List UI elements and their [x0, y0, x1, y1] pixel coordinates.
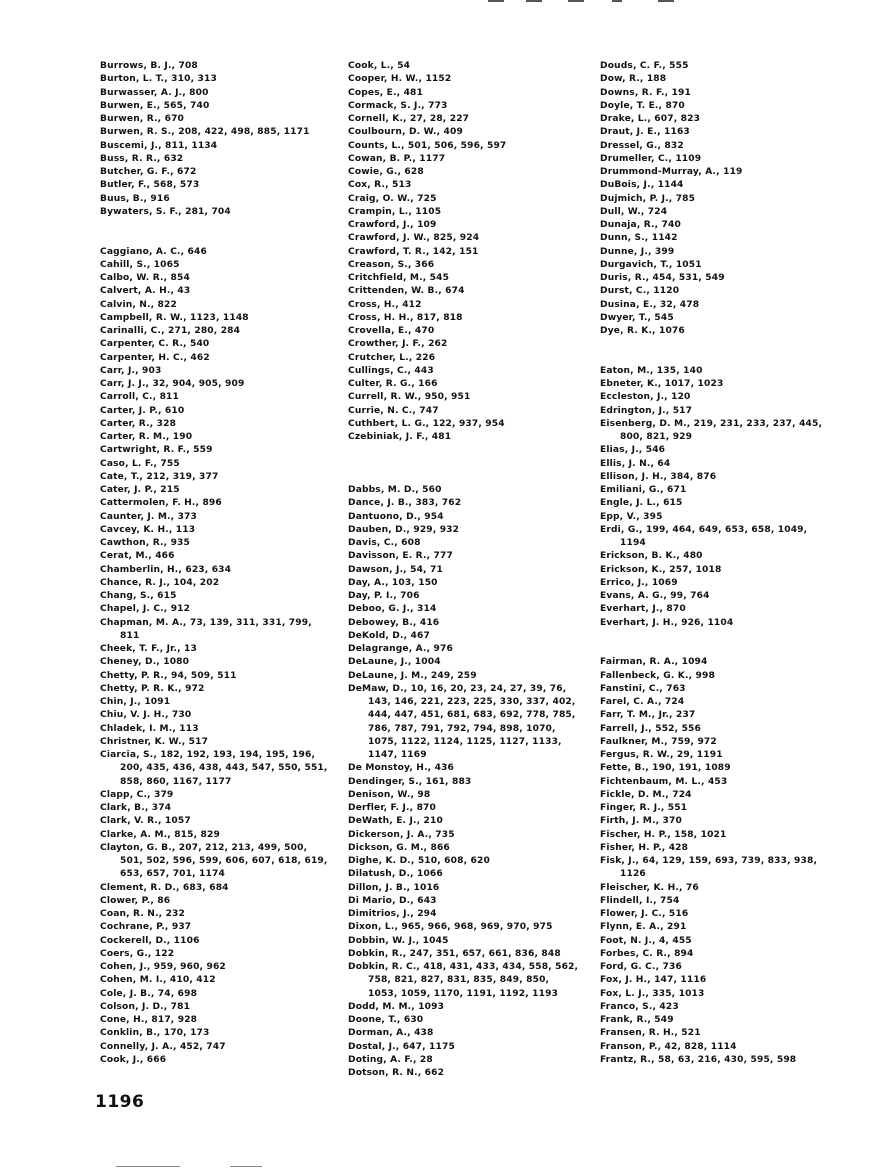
index-entry: Douds, C. F., 555 — [600, 61, 689, 71]
index-entry: Clark, V. R., 1057 — [100, 816, 191, 827]
section-gap — [348, 471, 588, 484]
page-number: 1196 — [95, 1092, 145, 1112]
index-entry: Chang, S., 615 — [100, 591, 177, 601]
index-entry: Crowther, J. F., 262 — [348, 339, 448, 350]
index-entry: Colson, J. D., 781 — [100, 1001, 191, 1012]
index-entry: Carter, R., 328 — [100, 418, 177, 429]
index-entry: Cross, H., 412 — [348, 299, 422, 310]
index-entry: Dobkin, R., 247, 351, 657, 661, 836, 848 — [348, 948, 561, 959]
index-entry: Carter, R. M., 190 — [100, 432, 193, 442]
index-entry: Fox, L. J., 335, 1013 — [600, 988, 705, 999]
index-entry: Dodd, M. M., 1093 — [348, 1001, 445, 1012]
index-entry: Counts, L., 501, 506, 596, 597 — [348, 140, 507, 151]
index-entry: Carr, J., 903 — [100, 365, 162, 376]
index-entry-continuation: 811 — [120, 630, 140, 641]
index-entry: Carinalli, C., 271, 280, 284 — [100, 326, 241, 336]
index-entry: Carpenter, H. C., 462 — [100, 352, 210, 363]
index-entry: Clarke, A. M., 815, 829 — [100, 829, 220, 840]
index-entry: Fallenbeck, G. K., 998 — [600, 670, 715, 681]
index-entry: Emiliani, G., 671 — [600, 485, 687, 495]
index-entry: Cahill, S., 1065 — [100, 259, 180, 270]
index-entry: Everhart, J. H., 926, 1104 — [600, 617, 734, 628]
index-entry: Cowan, B. P., 1177 — [348, 153, 446, 164]
index-entry: Cone, H., 817, 928 — [100, 1015, 198, 1025]
index-entry: DeLaune, J. M., 249, 259 — [348, 670, 477, 681]
index-entry: Currell, R. W., 950, 951 — [348, 392, 471, 403]
index-entry: Fairman, R. A., 1094 — [600, 657, 708, 668]
section-gap — [600, 643, 860, 656]
index-entry: Calvin, N., 822 — [100, 299, 177, 310]
index-entry: Crawford, J. W., 825, 924 — [348, 233, 480, 244]
edge-mark — [658, 0, 674, 2]
index-entry: Edrington, J., 517 — [600, 405, 693, 416]
index-entry: Buus, B., 916 — [100, 193, 170, 204]
index-entry: Coan, R. N., 232 — [100, 909, 186, 919]
index-entry-continuation: 1075, 1122, 1124, 1125, 1127, 1133, — [368, 736, 562, 747]
index-entry: Buss, R. R., 632 — [100, 153, 184, 164]
index-entry: Fickle, D. M., 724 — [600, 789, 692, 800]
index-entry: Chetty, P. R. K., 972 — [100, 683, 205, 694]
index-entry: Dighe, K. D., 510, 608, 620 — [348, 856, 490, 866]
index-entry-continuation: 800, 821, 929 — [620, 432, 693, 442]
index-entry: Ford, G. C., 736 — [600, 962, 682, 972]
bottom-edge-mark — [116, 1166, 180, 1167]
index-entry: Crutcher, L., 226 — [348, 352, 436, 363]
index-entry: Draut, J. E., 1163 — [600, 127, 690, 138]
index-entry: Fette, B., 190, 191, 1089 — [600, 763, 731, 774]
index-entry: Clark, B., 374 — [100, 803, 172, 813]
index-entry: Dorman, A., 438 — [348, 1028, 434, 1039]
index-entry-continuation: 1194 — [620, 538, 646, 548]
index-entry: Erdi, G., 199, 464, 649, 653, 658, 1049, — [600, 524, 808, 535]
index-entry: Cate, T., 212, 319, 377 — [100, 471, 219, 482]
index-entry: Cowie, G., 628 — [348, 167, 424, 177]
index-entry: Dauben, D., 929, 932 — [348, 524, 460, 535]
index-entry-continuation: 143, 146, 221, 223, 225, 330, 337, 402, — [368, 697, 576, 707]
index-entry: Engle, J. L., 615 — [600, 498, 683, 509]
index-entry: Dance, J. B., 383, 762 — [348, 498, 462, 509]
index-entry: Cockerell, D., 1106 — [100, 935, 200, 946]
index-entry: Chapman, M. A., 73, 139, 311, 331, 799, — [100, 617, 312, 628]
index-entry: Burrows, B. J., 708 — [100, 61, 198, 71]
index-entry: Dostal, J., 647, 1175 — [348, 1041, 455, 1052]
index-entry: Cheek, T. F., Jr., 13 — [100, 644, 197, 654]
index-entry: Davis, C., 608 — [348, 538, 421, 548]
index-column-2 — [348, 60, 588, 1080]
index-entry: Ellison, J. H., 384, 876 — [600, 471, 717, 482]
index-entry: Derfler, F. J., 870 — [348, 803, 436, 813]
index-entry: Durst, C., 1120 — [600, 286, 680, 297]
index-entry-continuation: 653, 657, 701, 1174 — [120, 869, 225, 880]
index-entry: Dusina, E., 32, 478 — [600, 299, 700, 310]
index-entry: Dotson, R. N., 662 — [348, 1068, 445, 1078]
index-entry: Dujmich, P. J., 785 — [600, 193, 696, 204]
section-gap — [348, 444, 588, 457]
index-entry: Epp, V., 395 — [600, 511, 663, 522]
index-entry: Dwyer, T., 545 — [600, 312, 674, 323]
index-entry: Dendinger, S., 161, 883 — [348, 776, 472, 787]
index-entry: DeWath, E. J., 210 — [348, 816, 443, 827]
index-entry: Eaton, M., 135, 140 — [600, 365, 703, 376]
index-entry-continuation: 1126 — [620, 869, 646, 880]
index-entry: Cross, H. H., 817, 818 — [348, 312, 463, 323]
section-gap — [348, 458, 588, 471]
index-entry: Erickson, B. K., 480 — [600, 551, 703, 562]
section-gap — [600, 630, 860, 643]
index-entry: Cohen, M. I., 410, 412 — [100, 975, 216, 986]
index-entry: Day, A., 103, 150 — [348, 577, 438, 588]
index-entry: Fransen, R. H., 521 — [600, 1028, 701, 1039]
index-entry: Connelly, J. A., 452, 747 — [100, 1041, 226, 1052]
index-entry: Carpenter, C. R., 540 — [100, 339, 210, 350]
index-entry: Dilatush, D., 1066 — [348, 869, 443, 880]
index-entry: Burwasser, A. J., 800 — [100, 87, 209, 98]
index-entry: Carroll, C., 811 — [100, 392, 180, 403]
index-entry: Cormack, S. J., 773 — [348, 100, 448, 111]
index-entry: Ebneter, K., 1017, 1023 — [600, 379, 724, 389]
index-entry: Ellis, J. N., 64 — [600, 458, 671, 469]
bottom-edge-mark — [230, 1166, 262, 1167]
index-entry: Dimitrios, J., 294 — [348, 909, 437, 919]
index-entry: Fox, J. H., 147, 1116 — [600, 975, 707, 986]
index-entry: Culter, R. G., 166 — [348, 379, 438, 389]
index-entry: Davisson, E. R., 777 — [348, 551, 453, 562]
index-entry-continuation: 858, 860, 1167, 1177 — [120, 776, 232, 787]
index-entry-continuation: 200, 435, 436, 438, 443, 547, 550, 551, — [120, 763, 328, 774]
index-entry: Cole, J. B., 74, 698 — [100, 988, 198, 999]
index-entry: Crawford, T. R., 142, 151 — [348, 246, 479, 257]
index-entry: Clower, P., 86 — [100, 895, 171, 906]
index-entry: Frank, R., 549 — [600, 1015, 674, 1025]
index-entry: Drumeller, C., 1109 — [600, 153, 702, 164]
index-entry: Doyle, T. E., 870 — [600, 100, 685, 111]
index-entry: Calbo, W. R., 854 — [100, 273, 190, 283]
index-entry: Delagrange, A., 976 — [348, 644, 453, 654]
index-entry: Burton, L. T., 310, 313 — [100, 74, 217, 85]
index-entry: Butler, F., 568, 573 — [100, 180, 200, 191]
index-entry: Crawford, J., 109 — [348, 220, 437, 230]
index-entry: Cattermolen, F. H., 896 — [100, 498, 222, 509]
index-entry: Chetty, P. R., 94, 509, 511 — [100, 670, 237, 681]
edge-mark — [568, 0, 584, 2]
index-entry: Carter, J. P., 610 — [100, 405, 185, 416]
index-entry: Cornell, K., 27, 28, 227 — [348, 114, 470, 124]
index-entry: Chapel, J. C., 912 — [100, 604, 191, 615]
index-entry: Dobkin, R. C., 418, 431, 433, 434, 558, 562, — [348, 962, 579, 972]
index-column-1 — [100, 60, 340, 1067]
index-entry: Di Mario, D., 643 — [348, 895, 437, 906]
index-entry: Cavcey, K. H., 113 — [100, 524, 196, 535]
index-entry: Day, P. I., 706 — [348, 591, 420, 601]
index-entry: Farrell, J., 552, 556 — [600, 723, 702, 734]
index-entry: Dantuono, D., 954 — [348, 511, 444, 522]
index-entry: Downs, R. F., 191 — [600, 87, 691, 98]
index-entry: Forbes, C. R., 894 — [600, 948, 694, 959]
index-entry: Carr, J. J., 32, 904, 905, 909 — [100, 379, 245, 389]
index-entry: Crovella, E., 470 — [348, 326, 435, 336]
index-entry: Dabbs, M. D., 560 — [348, 485, 442, 495]
index-entry-continuation: 501, 502, 596, 599, 606, 607, 618, 619, — [120, 856, 328, 866]
index-entry: Creason, S., 366 — [348, 259, 435, 270]
index-entry-continuation: 1147, 1169 — [368, 750, 427, 760]
index-entry: Clayton, G. B., 207, 212, 213, 499, 500, — [100, 842, 308, 853]
index-entry: Frantz, R., 58, 63, 216, 430, 595, 598 — [600, 1054, 797, 1065]
index-entry: Caunter, J. M., 373 — [100, 511, 198, 522]
index-entry: Firth, J. M., 370 — [600, 816, 682, 827]
index-entry: Coulbourn, D. W., 409 — [348, 127, 463, 138]
section-gap — [100, 232, 340, 245]
index-entry: Burwen, R., 670 — [100, 114, 185, 124]
index-entry: Dickerson, J. A., 735 — [348, 829, 455, 840]
index-entry: Errico, J., 1069 — [600, 577, 678, 588]
index-entry: Burwen, R. S., 208, 422, 498, 885, 1171 — [100, 127, 310, 138]
index-entry: DeKold, D., 467 — [348, 630, 430, 641]
index-entry: Elias, J., 546 — [600, 445, 666, 456]
index-entry: Dobbin, W. J., 1045 — [348, 935, 449, 946]
index-entry: Dillon, J. B., 1016 — [348, 882, 440, 893]
index-entry: Fleischer, K. H., 76 — [600, 882, 699, 893]
index-entry: Eisenberg, D. M., 219, 231, 233, 237, 445, — [600, 418, 823, 429]
index-entry: Czebiniak, J. F., 481 — [348, 432, 452, 442]
index-entry: Coers, G., 122 — [100, 948, 175, 959]
index-entry: Flower, J. C., 516 — [600, 909, 689, 919]
index-entry: Fisk, J., 64, 129, 159, 693, 739, 833, 938, — [600, 856, 818, 866]
index-entry: Dull, W., 724 — [600, 206, 668, 217]
index-entry: Clapp, C., 379 — [100, 789, 174, 800]
index-entry: Fischer, H. P., 158, 1021 — [600, 829, 727, 840]
index-entry: Chiu, V. J. H., 730 — [100, 710, 192, 721]
index-entry: Cooper, H. W., 1152 — [348, 74, 452, 85]
index-entry: Fichtenbaum, M. L., 453 — [600, 776, 728, 787]
index-entry: Burwen, E., 565, 740 — [100, 100, 210, 111]
index-entry: Franson, P., 42, 828, 1114 — [600, 1041, 737, 1052]
index-entry: Ciarcia, S., 182, 192, 193, 194, 195, 196, — [100, 750, 316, 760]
index-entry: Dixon, L., 965, 966, 968, 969, 970, 975 — [348, 922, 553, 933]
index-entry: Dunaja, R., 740 — [600, 220, 681, 230]
index-entry: Cater, J. P., 215 — [100, 485, 180, 495]
index-entry: Cerat, M., 466 — [100, 551, 175, 562]
index-entry-continuation: 1053, 1059, 1170, 1191, 1192, 1193 — [368, 988, 559, 999]
index-entry: Duris, R., 454, 531, 549 — [600, 273, 725, 283]
index-entry: Farr, T. M., Jr., 237 — [600, 710, 696, 721]
index-entry: Everhart, J., 870 — [600, 604, 686, 615]
index-entry: Dunn, S., 1142 — [600, 233, 678, 244]
index-entry: Cohen, J., 959, 960, 962 — [100, 962, 226, 972]
index-entry: Cook, J., 666 — [100, 1054, 167, 1065]
index-entry: Dunne, J., 399 — [600, 246, 675, 257]
index-entry: Chance, R. J., 104, 202 — [100, 577, 220, 588]
index-entry: Craig, O. W., 725 — [348, 193, 437, 204]
index-entry: Dressel, G., 832 — [600, 140, 684, 151]
index-entry: Doting, A. F., 28 — [348, 1054, 433, 1065]
section-gap — [600, 338, 860, 351]
index-entry: Fanstini, C., 763 — [600, 683, 686, 694]
index-entry: Faulkner, M., 759, 972 — [600, 736, 717, 747]
index-entry: Bywaters, S. F., 281, 704 — [100, 206, 231, 217]
index-entry: Copes, E., 481 — [348, 87, 424, 98]
index-entry: Cuthbert, L. G., 122, 937, 954 — [348, 418, 505, 429]
section-gap — [100, 219, 340, 232]
index-entry: Cook, L., 54 — [348, 61, 411, 71]
index-entry: Caso, L. F., 755 — [100, 458, 180, 469]
edge-mark — [612, 0, 622, 2]
index-entry: Calvert, A. H., 43 — [100, 286, 191, 297]
index-entry: DeMaw, D., 10, 16, 20, 23, 24, 27, 39, 76, — [348, 683, 567, 694]
section-gap — [600, 352, 860, 365]
index-entry: Butcher, G. F., 672 — [100, 167, 197, 177]
index-entry: Chin, J., 1091 — [100, 697, 171, 707]
index-entry: Chamberlin, H., 623, 634 — [100, 564, 232, 575]
index-entry: Drummond-Murray, A., 119 — [600, 167, 743, 177]
index-entry: Drake, L., 607, 823 — [600, 114, 701, 124]
index-entry: Erickson, K., 257, 1018 — [600, 564, 722, 575]
index-entry: Dow, R., 188 — [600, 74, 667, 85]
index-entry-continuation: 758, 821, 827, 831, 835, 849, 850, — [368, 975, 550, 986]
index-entry: Dye, R. K., 1076 — [600, 326, 685, 336]
index-entry: Crampin, L., 1105 — [348, 206, 442, 217]
index-entry: Cawthon, R., 935 — [100, 538, 191, 548]
index-entry: Eccleston, J., 120 — [600, 392, 691, 403]
index-entry: Franco, S., 423 — [600, 1001, 679, 1012]
index-entry: Flindell, I., 754 — [600, 895, 680, 906]
index-column-3 — [600, 60, 860, 1067]
index-entry: Cullings, C., 443 — [348, 365, 434, 376]
index-entry: Cox, R., 513 — [348, 180, 412, 191]
index-entry: Durgavich, T., 1051 — [600, 259, 702, 270]
index-entry: Cheney, D., 1080 — [100, 657, 190, 668]
index-entry: Denison, W., 98 — [348, 789, 431, 800]
index-entry: Farel, C. A., 724 — [600, 697, 685, 707]
index-entry: Foot, N. J., 4, 455 — [600, 935, 692, 946]
index-entry: Finger, R. J., 551 — [600, 803, 688, 813]
index-entry: Deboo, G. J., 314 — [348, 604, 437, 615]
index-entry: Dawson, J., 54, 71 — [348, 564, 443, 575]
index-entry: Critchfield, M., 545 — [348, 273, 450, 283]
index-entry: DeLaune, J., 1004 — [348, 657, 441, 668]
index-entry: De Monstoy, H., 436 — [348, 763, 455, 774]
index-entry: Fisher, H. P., 428 — [600, 842, 689, 853]
index-entry: DuBois, J., 1144 — [600, 180, 684, 191]
index-entry: Doone, T., 630 — [348, 1015, 424, 1025]
index-entry: Fergus, R. W., 29, 1191 — [600, 750, 723, 760]
index-entry: Cochrane, P., 937 — [100, 922, 192, 933]
index-entry: Chladek, I. M., 113 — [100, 723, 199, 734]
index-entry: Evans, A. G., 99, 764 — [600, 591, 710, 601]
index-entry: Debowey, B., 416 — [348, 617, 440, 628]
edge-mark — [488, 0, 504, 2]
index-entry: Conklin, B., 170, 173 — [100, 1028, 210, 1039]
index-entry: Buscemi, J., 811, 1134 — [100, 140, 218, 151]
index-entry: Crittenden, W. B., 674 — [348, 286, 465, 297]
index-entry: Flynn, E. A., 291 — [600, 922, 687, 933]
index-entry: Christner, K. W., 517 — [100, 736, 209, 747]
index-entry: Cartwright, R. F., 559 — [100, 445, 213, 456]
index-entry: Campbell, R. W., 1123, 1148 — [100, 312, 249, 323]
index-entry: Dickson, G. M., 866 — [348, 842, 450, 853]
index-entry: Currie, N. C., 747 — [348, 405, 439, 416]
index-entry: Clement, R. D., 683, 684 — [100, 882, 229, 893]
edge-mark — [526, 0, 542, 2]
index-entry-continuation: 444, 447, 451, 681, 683, 692, 778, 785, — [368, 710, 576, 721]
index-entry-continuation: 786, 787, 791, 792, 794, 898, 1070, — [368, 723, 556, 734]
index-entry: Caggiano, A. C., 646 — [100, 246, 207, 257]
